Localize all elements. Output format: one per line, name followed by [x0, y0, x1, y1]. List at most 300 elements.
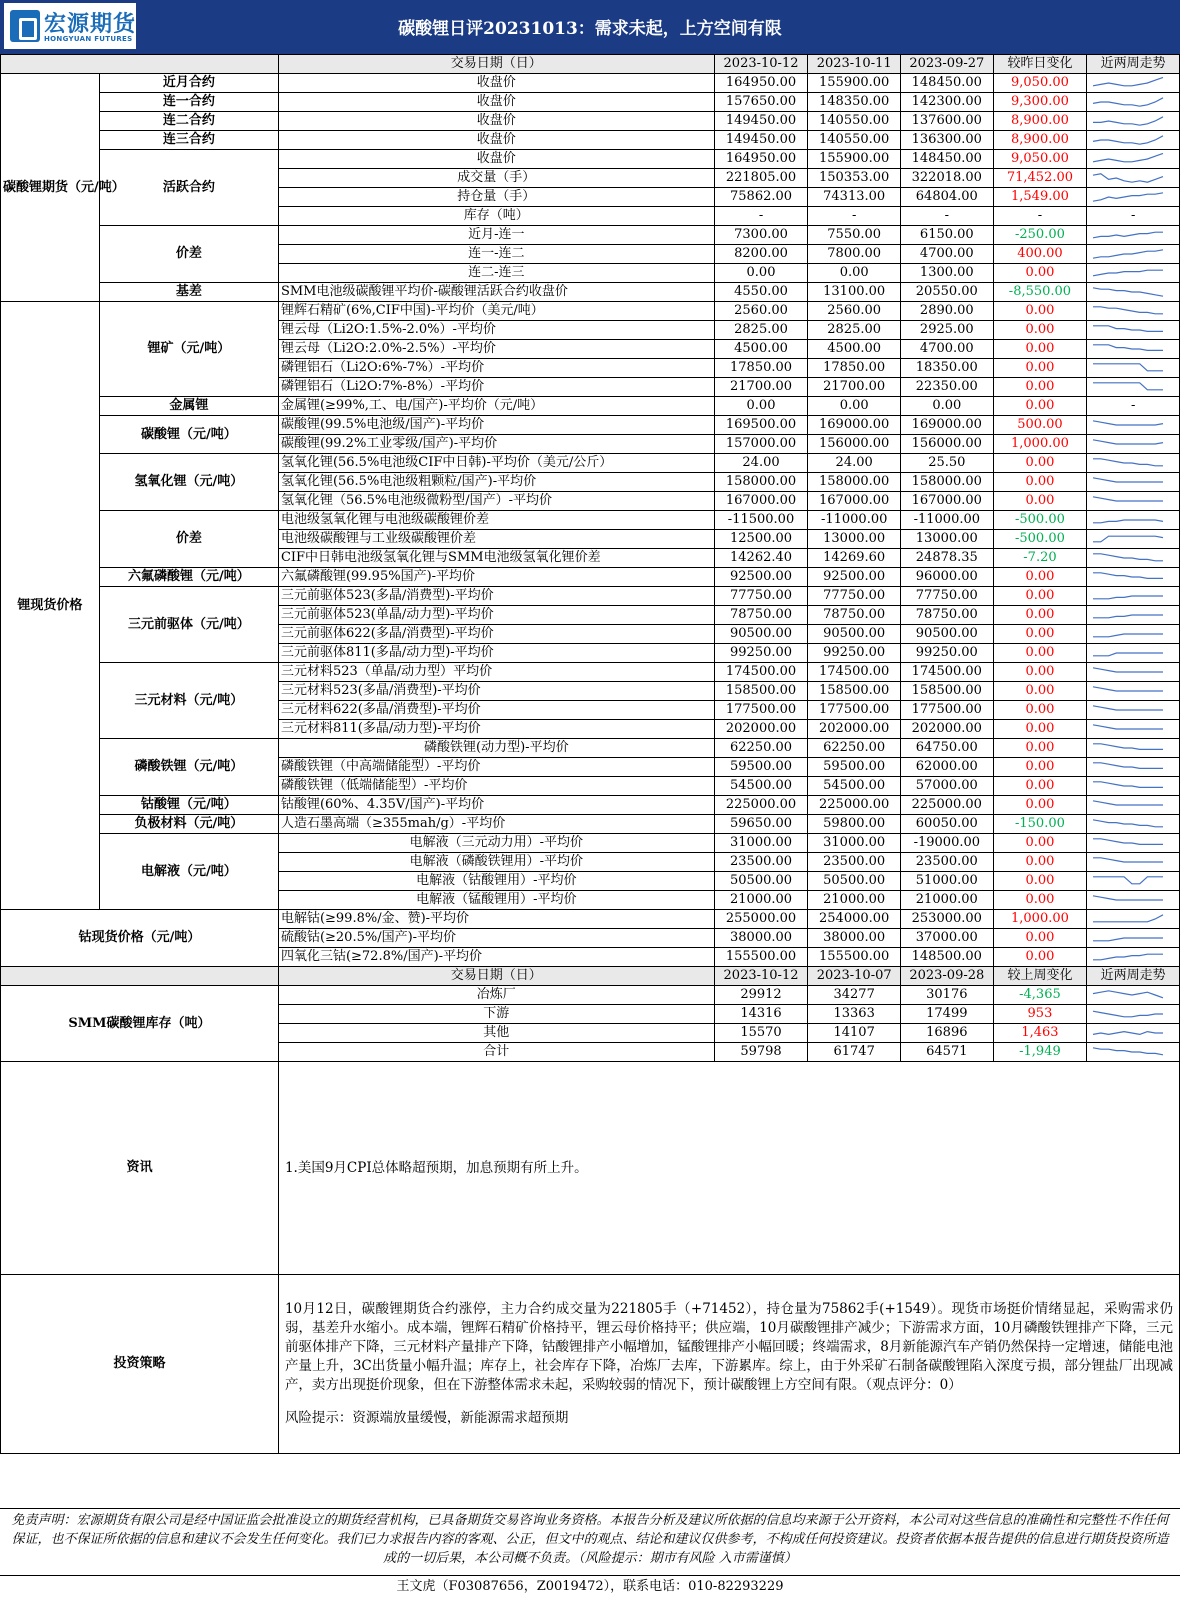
trend-sparkline: [1087, 188, 1180, 207]
value-2: 150353.00: [808, 169, 901, 188]
sparkline-line: [1093, 573, 1163, 579]
sparkline-chart: [1089, 777, 1167, 795]
row-item: 三元材料523（单晶/动力型）平均价: [278, 663, 714, 682]
section-label: 锂现货价格: [1, 302, 100, 910]
group-label: 六氟磷酸锂（元/吨）: [99, 568, 278, 587]
value-2: 21000.00: [808, 891, 901, 910]
sparkline-chart: [1089, 416, 1167, 434]
change-value: 0.00: [993, 701, 1087, 720]
change-value: -: [993, 207, 1087, 226]
change-value: 0.00: [993, 473, 1087, 492]
sparkline-chart: [1089, 1043, 1167, 1061]
trend-sparkline: [1087, 1005, 1180, 1024]
value-2: 155900.00: [808, 150, 901, 169]
value-3: 142300.00: [900, 93, 993, 112]
table-row: [1, 226, 1180, 245]
sparkline-chart: [1089, 188, 1167, 206]
row-item: 三元材料523(多晶/消费型)-平均价: [278, 682, 714, 701]
table-header-row: [1, 967, 1180, 986]
row-item: 磷锂铝石（Li2O:7%-8%）-平均价: [278, 378, 714, 397]
change-value: 0.00: [993, 264, 1087, 283]
table-header-row: [1, 55, 1180, 74]
group-label: 三元材料（元/吨）: [99, 663, 278, 739]
value-2: 99250.00: [808, 644, 901, 663]
value-1: -11500.00: [714, 511, 808, 530]
value-3: 64804.00: [900, 188, 993, 207]
value-1: 157650.00: [714, 93, 808, 112]
value-2: 54500.00: [808, 777, 901, 796]
risk-note: 风险提示：资源端放量缓慢，新能源需求超预期: [284, 1410, 569, 1426]
value-3: 62000.00: [900, 758, 993, 777]
value-2: 174500.00: [808, 663, 901, 682]
sparkline-line: [1093, 706, 1163, 710]
value-3: 4700.00: [900, 340, 993, 359]
table-row: [1, 663, 1180, 682]
logo-en-text: HONGYUAN FUTURES: [44, 35, 133, 43]
news-row: [1, 1062, 1180, 1275]
value-1: 255000.00: [714, 910, 808, 929]
table-row: [1, 587, 1180, 606]
row-item: 三元前驱体811(多晶/动力型)-平均价: [278, 644, 714, 663]
trend-sparkline: [1087, 796, 1180, 815]
row-item: 六氟磷酸锂(99.95%国产)-平均价: [278, 568, 714, 587]
change-value: 0.00: [993, 644, 1087, 663]
value-1: 2825.00: [714, 321, 808, 340]
sparkline-line: [1093, 288, 1163, 296]
value-2: 34277: [808, 986, 901, 1005]
sparkline-chart: [1089, 340, 1167, 358]
group-label: 连一合约: [99, 93, 278, 112]
value-2: 158500.00: [808, 682, 901, 701]
row-item: 金属锂(≥99%,工、电/国产)-平均价（元/吨）: [278, 397, 714, 416]
trend-sparkline: [1087, 872, 1180, 891]
strategy-label: 投资策略: [1, 1275, 279, 1454]
trend-sparkline: [1087, 416, 1180, 435]
trend-sparkline: [1087, 169, 1180, 188]
value-2: 2560.00: [808, 302, 901, 321]
value-2: 148350.00: [808, 93, 901, 112]
sparkline-chart: [1089, 853, 1167, 871]
inventory-row: [1, 986, 1180, 1005]
sparkline-chart: [1089, 796, 1167, 814]
value-2: 38000.00: [808, 929, 901, 948]
sparkline-chart: [1089, 663, 1167, 681]
change-value: 0.00: [993, 853, 1087, 872]
table-row: [1, 302, 1180, 321]
value-2: 254000.00: [808, 910, 901, 929]
row-item: 收盘价: [278, 150, 714, 169]
strategy-row: [1, 1275, 1180, 1454]
group-label: 钴酸锂（元/吨）: [99, 796, 278, 815]
value-2: 156000.00: [808, 435, 901, 454]
value-2: 61747: [808, 1043, 901, 1062]
change-value: 400.00: [993, 245, 1087, 264]
change-value: 0.00: [993, 606, 1087, 625]
table-row: [1, 511, 1180, 530]
value-1: 24.00: [714, 454, 808, 473]
sparkline-line: [1093, 896, 1163, 900]
change-value: 9,050.00: [993, 150, 1087, 169]
change-value: -250.00: [993, 226, 1087, 245]
value-1: 14316: [714, 1005, 808, 1024]
change-value: -150.00: [993, 815, 1087, 834]
sparkline-chart: [1089, 910, 1167, 928]
value-1: 149450.00: [714, 131, 808, 150]
change-value: 0.00: [993, 568, 1087, 587]
sparkline-chart: [1089, 473, 1167, 491]
trend-sparkline: [1087, 853, 1180, 872]
value-1: 77750.00: [714, 587, 808, 606]
sparkline-line: [1093, 153, 1163, 161]
row-item: 锂云母（Li2O:2.0%-2.5%）-平均价: [278, 340, 714, 359]
value-1: 92500.00: [714, 568, 808, 587]
change-value: 0.00: [993, 397, 1087, 416]
change-value: 8,900.00: [993, 112, 1087, 131]
value-1: 169500.00: [714, 416, 808, 435]
news-text: 1.美国9月CPI总体略超预期，加息预期有所上升。: [278, 1062, 1179, 1275]
value-1: 59500.00: [714, 758, 808, 777]
trend-sparkline: [1087, 112, 1180, 131]
sparkline-line: [1093, 801, 1163, 805]
trend-sparkline: [1087, 986, 1180, 1005]
row-item: 三元材料622(多晶/消费型)-平均价: [278, 701, 714, 720]
row-item: SMM电池级碳酸锂平均价-碳酸锂活跃合约收盘价: [278, 283, 714, 302]
sparkline-chart: [1089, 720, 1167, 738]
value-3: 158000.00: [900, 473, 993, 492]
value-2: 21700.00: [808, 378, 901, 397]
value-2: 7800.00: [808, 245, 901, 264]
trend-empty: -: [1087, 397, 1180, 416]
section-label: 钴现货价格（元/吨）: [1, 910, 279, 967]
sparkline-line: [1093, 345, 1163, 351]
value-2: 155900.00: [808, 74, 901, 93]
logo-cn-text: 宏源期货: [44, 12, 137, 37]
value-2: 50500.00: [808, 872, 901, 891]
sparkline-chart: [1089, 986, 1167, 1004]
row-item: 硫酸钴(≥20.5%/国产)-平均价: [278, 929, 714, 948]
sparkline-chart: [1089, 112, 1167, 130]
sparkline-line: [1093, 364, 1163, 371]
value-1: 157000.00: [714, 435, 808, 454]
value-1: 62250.00: [714, 739, 808, 758]
data-table: [0, 54, 1180, 1454]
change-value: 9,050.00: [993, 74, 1087, 93]
row-item: 氢氧化锂(56.5%电池级CIF中日韩)-平均价（美元/公斤）: [278, 454, 714, 473]
sparkline-line: [1093, 1032, 1163, 1035]
trend-sparkline: [1087, 74, 1180, 93]
value-3: 13000.00: [900, 530, 993, 549]
row-item: 四氧化三钴(≥72.8%/国产)-平均价: [278, 948, 714, 967]
sparkline-chart: [1089, 701, 1167, 719]
header-blank: [1, 55, 279, 74]
value-3: 0.00: [900, 397, 993, 416]
change-value: 71,452.00: [993, 169, 1087, 188]
value-1: 21000.00: [714, 891, 808, 910]
sparkline-line: [1093, 117, 1163, 125]
change-value: 500.00: [993, 416, 1087, 435]
sparkline-chart: [1089, 568, 1167, 586]
value-3: 148500.00: [900, 948, 993, 967]
group-label: 碳酸锂（元/吨）: [99, 416, 278, 454]
value-3: 64571: [900, 1043, 993, 1062]
sparkline-chart: [1089, 226, 1167, 244]
table-row: [1, 131, 1180, 150]
trend-sparkline: [1087, 834, 1180, 853]
change-value: 1,549.00: [993, 188, 1087, 207]
value-3: 18350.00: [900, 359, 993, 378]
table-row: [1, 150, 1180, 169]
value-1: 158000.00: [714, 473, 808, 492]
value-2: 23500.00: [808, 853, 901, 872]
change-value: 0.00: [993, 834, 1087, 853]
row-item: 下游: [278, 1005, 714, 1024]
change-value: 9,300.00: [993, 93, 1087, 112]
value-2: 62250.00: [808, 739, 901, 758]
value-1: 99250.00: [714, 644, 808, 663]
value-3: -11000.00: [900, 511, 993, 530]
sparkline-chart: [1089, 815, 1167, 833]
trend-sparkline: [1087, 739, 1180, 758]
trend-sparkline: [1087, 1024, 1180, 1043]
header-date-1: 2023-10-12: [714, 55, 808, 74]
change-value: 0.00: [993, 796, 1087, 815]
value-2: 14107: [808, 1024, 901, 1043]
sparkline-chart: [1089, 150, 1167, 168]
sparkline-chart: [1089, 435, 1167, 453]
value-2: 90500.00: [808, 625, 901, 644]
value-3: 1300.00: [900, 264, 993, 283]
value-3: 225000.00: [900, 796, 993, 815]
sparkline-line: [1093, 687, 1163, 691]
change-value: 1,463: [993, 1024, 1087, 1043]
value-2: 0.00: [808, 264, 901, 283]
change-value: -4,365: [993, 986, 1087, 1005]
value-2: 4500.00: [808, 340, 901, 359]
row-item: 磷酸铁锂(动力型)-平均价: [278, 739, 714, 758]
header-label: 交易日期（日）: [278, 55, 714, 74]
trend-sparkline: [1087, 929, 1180, 948]
sparkline-line: [1093, 782, 1163, 788]
row-item: 连一-连二: [278, 245, 714, 264]
sparkline-chart: [1089, 511, 1167, 529]
trend-sparkline: [1087, 663, 1180, 682]
trend-sparkline: [1087, 777, 1180, 796]
row-item: 电解液（钴酸锂用）-平均价: [278, 872, 714, 891]
value-3: 2890.00: [900, 302, 993, 321]
group-label: 价差: [99, 511, 278, 568]
value-3: 202000.00: [900, 720, 993, 739]
group-label: 锂矿（元/吨）: [99, 302, 278, 397]
sparkline-line: [1093, 174, 1163, 182]
table-row: [1, 454, 1180, 473]
sparkline-line: [1093, 98, 1163, 106]
sparkline-line: [1093, 634, 1163, 637]
row-item: 连二-连三: [278, 264, 714, 283]
value-1: 23500.00: [714, 853, 808, 872]
sparkline-chart: [1089, 378, 1167, 396]
section-label: 碳酸锂期货（元/吨）: [1, 74, 100, 302]
value-1: 4500.00: [714, 340, 808, 359]
value-3: 137600.00: [900, 112, 993, 131]
sparkline-chart: [1089, 606, 1167, 624]
value-1: 164950.00: [714, 150, 808, 169]
sparkline-line: [1093, 954, 1163, 960]
trend-sparkline: [1087, 454, 1180, 473]
change-value: 0.00: [993, 891, 1087, 910]
value-3: 22350.00: [900, 378, 993, 397]
value-2: 13100.00: [808, 283, 901, 302]
sparkline-chart: [1089, 549, 1167, 567]
row-item: 锂辉石精矿(6%,CIF中国)-平均价（美元/吨）: [278, 302, 714, 321]
sparkline-line: [1093, 991, 1163, 998]
value-3: 4700.00: [900, 245, 993, 264]
value-2: 59800.00: [808, 815, 901, 834]
sparkline-chart: [1089, 758, 1167, 776]
row-item: 电解液（磷酸铁锂用）-平均价: [278, 853, 714, 872]
trend-sparkline: [1087, 340, 1180, 359]
sparkline-chart: [1089, 1024, 1167, 1042]
trend-sparkline: [1087, 283, 1180, 302]
trend-sparkline: [1087, 682, 1180, 701]
value-2: 0.00: [808, 397, 901, 416]
value-3: 136300.00: [900, 131, 993, 150]
group-label: 活跃合约: [99, 150, 278, 226]
trend-sparkline: [1087, 891, 1180, 910]
value-2: 140550.00: [808, 131, 901, 150]
row-item: 氢氧化锂（56.5%电池级微粉型/国产）-平均价: [278, 492, 714, 511]
trend-empty: -: [1087, 207, 1180, 226]
report-title: 碳酸锂日评20231013：需求未起，上方空间有限: [398, 19, 782, 39]
sparkline-line: [1093, 232, 1163, 238]
value-1: 21700.00: [714, 378, 808, 397]
value-1: 29912: [714, 986, 808, 1005]
change-value: -7.20: [993, 549, 1087, 568]
value-3: 167000.00: [900, 492, 993, 511]
value-1: 8200.00: [714, 245, 808, 264]
trend-sparkline: [1087, 359, 1180, 378]
sparkline-line: [1093, 596, 1163, 599]
sparkline-chart: [1089, 834, 1167, 852]
group-label: 电解液（元/吨）: [99, 834, 278, 910]
trend-sparkline: [1087, 758, 1180, 777]
value-3: 64750.00: [900, 739, 993, 758]
value-3: 24878.35: [900, 549, 993, 568]
row-item: 磷锂铝石（Li2O:6%-7%）-平均价: [278, 359, 714, 378]
change-value: 0.00: [993, 739, 1087, 758]
value-1: 167000.00: [714, 492, 808, 511]
sparkline-chart: [1089, 359, 1167, 377]
value-1: 78750.00: [714, 606, 808, 625]
trend-sparkline: [1087, 321, 1180, 340]
sparkline-line: [1093, 307, 1163, 314]
row-item: 三元材料811(多晶/动力型)-平均价: [278, 720, 714, 739]
value-3: 30176: [900, 986, 993, 1005]
sparkline-line: [1093, 270, 1163, 276]
change-value: 0.00: [993, 682, 1087, 701]
row-item: 人造石墨高端（≥355mah/g）-平均价: [278, 815, 714, 834]
value-1: 59798: [714, 1043, 808, 1062]
sparkline-line: [1093, 877, 1163, 884]
row-item: 收盘价: [278, 112, 714, 131]
change-value: 0.00: [993, 378, 1087, 397]
trend-sparkline: [1087, 131, 1180, 150]
group-label: 负极材料（元/吨）: [99, 815, 278, 834]
sparkline-line: [1093, 915, 1163, 922]
sparkline-chart: [1089, 74, 1167, 92]
change-value: 0.00: [993, 492, 1087, 511]
sparkline-chart: [1089, 302, 1167, 320]
row-item: 成交量（手）: [278, 169, 714, 188]
trend-sparkline: [1087, 720, 1180, 739]
group-label: 连二合约: [99, 112, 278, 131]
header-trend: 近两周走势: [1087, 967, 1180, 986]
change-value: 0.00: [993, 758, 1087, 777]
group-label: 近月合约: [99, 74, 278, 93]
value-3: 25.50: [900, 454, 993, 473]
change-value: 8,900.00: [993, 131, 1087, 150]
sparkline-chart: [1089, 625, 1167, 643]
trend-sparkline: [1087, 587, 1180, 606]
value-3: 322018.00: [900, 169, 993, 188]
header-date-3: 2023-09-28: [900, 967, 993, 986]
value-1: 174500.00: [714, 663, 808, 682]
sparkline-line: [1093, 193, 1163, 201]
trend-sparkline: [1087, 606, 1180, 625]
table-row: [1, 416, 1180, 435]
value-2: -: [808, 207, 901, 226]
row-item: 三元前驱体523(多晶/消费型)-平均价: [278, 587, 714, 606]
header-blank: [1, 967, 279, 986]
header-change: 较上周变化: [993, 967, 1087, 986]
sparkline-line: [1093, 820, 1163, 827]
table-row: [1, 74, 1180, 93]
header-change: 较昨日变化: [993, 55, 1087, 74]
trend-sparkline: [1087, 264, 1180, 283]
sparkline-chart: [1089, 872, 1167, 890]
value-3: -: [900, 207, 993, 226]
value-3: 23500.00: [900, 853, 993, 872]
sparkline-chart: [1089, 169, 1167, 187]
sparkline-line: [1093, 938, 1163, 941]
value-1: 38000.00: [714, 929, 808, 948]
value-1: 15570: [714, 1024, 808, 1043]
value-3: 6150.00: [900, 226, 993, 245]
change-value: -500.00: [993, 511, 1087, 530]
table-row: [1, 568, 1180, 587]
strategy-text: 10月12日，碳酸锂期货合约涨停，主力合约成交量为221805手（+71452），持仓量为75862手(+1549）。现货市场挺价情绪显起，采购需求仍弱，基差升水缩小。成本端，锂辉石精矿价格持平，锂云母价格持平；供应端，10月碳酸锂排产减少；下游需求方面，10月磷酸铁锂排产下降，三元前驱体排产下降，三元材料产量排产下降，钴酸锂排产小幅增加，锰酸锂排产小幅回暖；终端需求，8月新能源汽车产销仍然保持一定增速，储能电池产量上升，3C出货量小幅升温；库存上，社会库存下降，冶炼厂去库，下游累库。综上，由于外采矿石制备碳酸锂陷入深度亏损，部分锂盐厂出现减产，卖方出现挺价现象，但在下游整体需求未起，采购较弱的情况下，预计碳酸锂上方空间有限。（观点评分：0）: [284, 1301, 1173, 1393]
sparkline-chart: [1089, 454, 1167, 472]
trend-sparkline: [1087, 568, 1180, 587]
value-2: 74313.00: [808, 188, 901, 207]
row-item: 电池级氢氧化锂与电池级碳酸锂价差: [278, 511, 714, 530]
value-2: 202000.00: [808, 720, 901, 739]
sparkline-line: [1093, 744, 1163, 750]
news-label: 资讯: [1, 1062, 279, 1275]
value-2: 225000.00: [808, 796, 901, 815]
trend-sparkline: [1087, 435, 1180, 454]
trend-sparkline: [1087, 625, 1180, 644]
change-value: 0.00: [993, 359, 1087, 378]
value-2: 13363: [808, 1005, 901, 1024]
group-label: 磷酸铁锂（元/吨）: [99, 739, 278, 796]
sparkline-line: [1093, 136, 1163, 144]
trend-sparkline: [1087, 245, 1180, 264]
sparkline-line: [1093, 653, 1163, 656]
change-value: 0.00: [993, 948, 1087, 967]
table-row: [1, 796, 1180, 815]
table-row: [1, 815, 1180, 834]
sparkline-chart: [1089, 530, 1167, 548]
